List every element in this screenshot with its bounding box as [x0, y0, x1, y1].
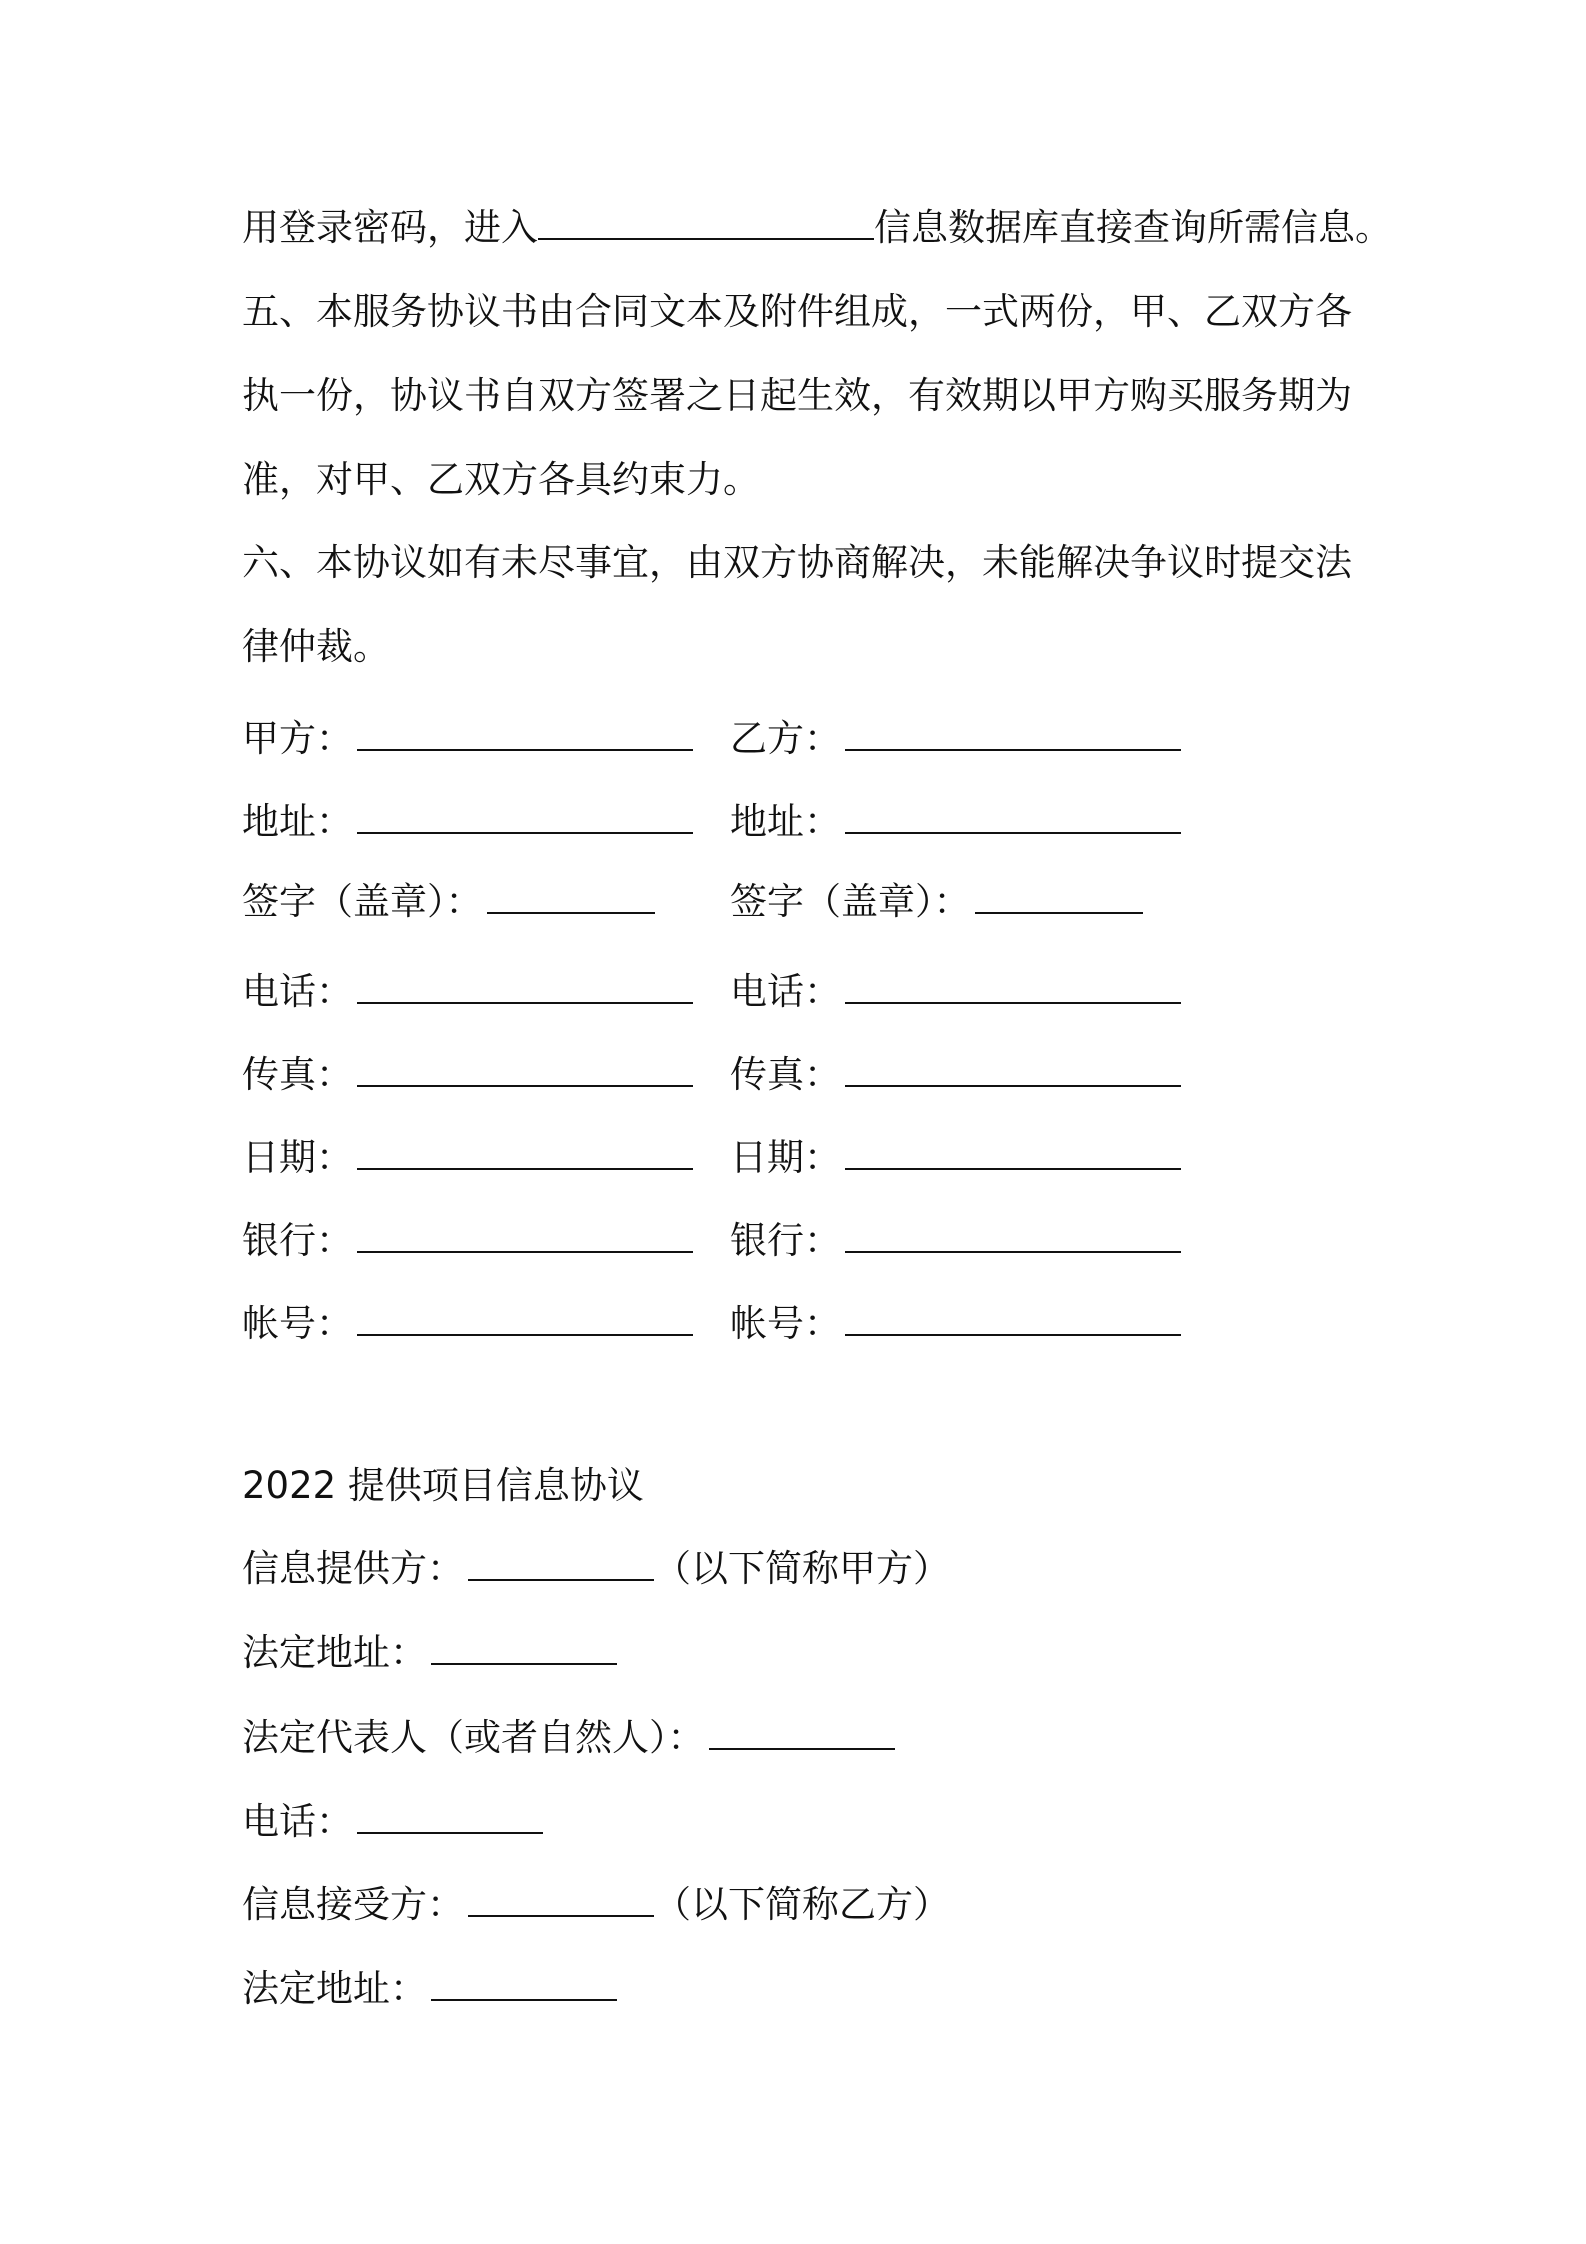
party-a-date-field[interactable]	[357, 1132, 693, 1170]
party-a-bank-field[interactable]	[357, 1215, 693, 1253]
clause-five-line-1: 五、本服务协议书由合同文本及附件组成，一式两份，甲、乙双方各	[242, 290, 1352, 333]
provider-address-line	[242, 1627, 617, 1678]
receiver-address-field[interactable]	[431, 1963, 617, 2001]
party-a-account-label: 帐号：	[242, 1302, 353, 1345]
database-name-blank[interactable]	[538, 202, 874, 240]
signature-row-address	[242, 796, 1342, 846]
party-b-bank-field[interactable]	[845, 1215, 1181, 1253]
receiver-line	[242, 1879, 950, 1930]
party-b-phone-label: 电话：	[730, 970, 841, 1013]
provider-address-label: 法定地址：	[242, 1631, 427, 1674]
phone-field[interactable]	[357, 1796, 543, 1834]
party-a-fax-field[interactable]	[357, 1049, 693, 1087]
party-b-seal-field[interactable]	[975, 876, 1143, 914]
party-b-seal-label: 签字（盖章）：	[730, 880, 971, 923]
receiver-address-label: 法定地址：	[242, 1967, 427, 2010]
party-a-phone-label: 电话：	[242, 970, 353, 1013]
party-b-phone-field[interactable]	[845, 966, 1181, 1004]
party-a-field[interactable]	[357, 713, 693, 751]
provider-suffix: （以下简称甲方）	[654, 1547, 950, 1590]
party-b-date-field[interactable]	[845, 1132, 1181, 1170]
signature-row-seal	[242, 876, 1342, 926]
paragraph-text: 信息数据库直接查询所需信息。	[874, 206, 1392, 249]
signature-row-bank	[242, 1215, 1342, 1265]
phone-line	[242, 1796, 543, 1847]
party-a-seal-field[interactable]	[487, 876, 655, 914]
clause-five-line-2: 执一份，协议书自双方签署之日起生效，有效期以甲方购买服务期为	[242, 374, 1352, 417]
party-b-bank-label: 银行：	[730, 1219, 841, 1262]
party-a-account-field[interactable]	[357, 1298, 693, 1336]
party-a-bank-label: 银行：	[242, 1219, 353, 1262]
second-agreement-title: 2022 提供项目信息协议	[242, 1464, 644, 1507]
party-a-phone-field[interactable]	[357, 966, 693, 1004]
provider-line	[242, 1543, 950, 1594]
party-a-label: 甲方：	[242, 717, 353, 760]
legal-rep-label: 法定代表人（或者自然人）：	[242, 1716, 705, 1759]
clause-six-line-2: 律仲裁。	[242, 625, 390, 668]
paragraph-text: 用登录密码，进入	[242, 206, 538, 249]
party-a-address-label: 地址：	[242, 800, 353, 843]
party-b-address-field[interactable]	[845, 796, 1181, 834]
legal-rep-field[interactable]	[709, 1712, 895, 1750]
phone-label: 电话：	[242, 1800, 353, 1843]
party-a-date-label: 日期：	[242, 1136, 353, 1179]
provider-field[interactable]	[468, 1543, 654, 1581]
receiver-label: 信息接受方：	[242, 1883, 464, 1926]
receiver-address-line	[242, 1963, 617, 2014]
provider-label: 信息提供方：	[242, 1547, 464, 1590]
party-b-date-label: 日期：	[730, 1136, 841, 1179]
party-b-fax-field[interactable]	[845, 1049, 1181, 1087]
party-b-label: 乙方：	[730, 717, 841, 760]
party-a-seal-label: 签字（盖章）：	[242, 880, 483, 923]
provider-address-field[interactable]	[431, 1627, 617, 1665]
party-b-field[interactable]	[845, 713, 1181, 751]
receiver-suffix: （以下简称乙方）	[654, 1883, 950, 1926]
clause-six-line-1: 六、本协议如有未尽事宜，由双方协商解决，未能解决争议时提交法	[242, 541, 1352, 584]
receiver-field[interactable]	[468, 1879, 654, 1917]
signature-row-account	[242, 1298, 1342, 1348]
party-b-address-label: 地址：	[730, 800, 841, 843]
party-b-account-label: 帐号：	[730, 1302, 841, 1345]
legal-rep-line	[242, 1712, 895, 1763]
clause-five-line-3: 准，对甲、乙双方各具约束力。	[242, 458, 760, 501]
signature-row-phone	[242, 966, 1342, 1016]
party-a-fax-label: 传真：	[242, 1053, 353, 1096]
signature-row-date	[242, 1132, 1342, 1182]
signature-row-fax	[242, 1049, 1342, 1099]
party-b-account-field[interactable]	[845, 1298, 1181, 1336]
paragraph-login-line	[242, 202, 1392, 253]
signature-row-party	[242, 713, 1342, 763]
party-b-fax-label: 传真：	[730, 1053, 841, 1096]
party-a-address-field[interactable]	[357, 796, 693, 834]
